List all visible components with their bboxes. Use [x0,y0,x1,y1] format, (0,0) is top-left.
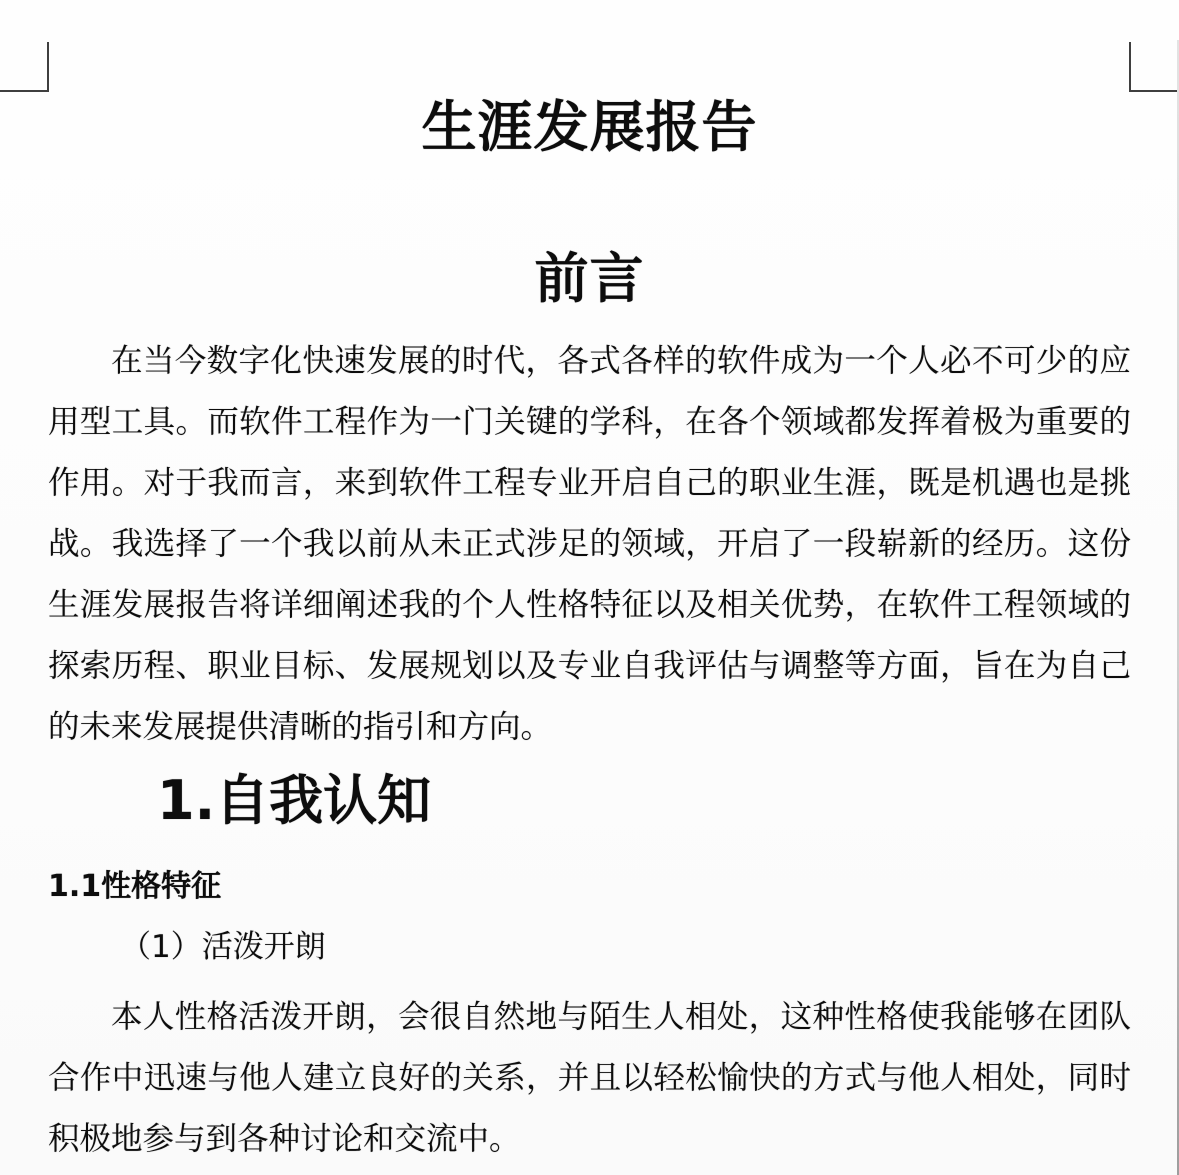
subsection-1-1-heading: 1.1性格特征 [48,869,222,904]
section-1-heading: 1.自我认知 [157,769,432,832]
paragraph-line: 用型工具。而软件工程作为一门关键的学科，在各个领域都发挥着极为重要的 [48,404,1131,440]
paragraph-line: 战。我选择了一个我以前从未正式涉足的领域，开启了一段崭新的经历。这份 [48,526,1131,562]
paragraph-line: 在当今数字化快速发展的时代，各式各样的软件成为一个人必不可少的应 [111,343,1131,379]
document-title: 生涯发展报告 [421,95,758,159]
text-boundary-mark-top-left-horizontal [0,90,49,92]
preface-heading: 前言 [534,247,645,310]
paragraph-line: 生涯发展报告将详细阐述我的个人性格特征以及相关优势，在软件工程领域的 [48,587,1131,623]
text-boundary-mark-top-right-horizontal [1129,90,1179,92]
paragraph-line: 作用。对于我而言，来到软件工程专业开启自己的职业生涯，既是机遇也是挑 [48,465,1131,501]
paragraph-line: 本人性格活泼开朗，会很自然地与陌生人相处，这种性格使我能够在团队 [111,999,1131,1035]
paragraph-line: 探索历程、职业目标、发展规划以及专业自我评估与调整等方面，旨在为自己 [48,648,1131,684]
paragraph-line: 的未来发展提供清晰的指引和方向。 [48,709,553,745]
paragraph-line: 合作中迅速与他人建立良好的关系，并且以轻松愉快的方式与他人相处，同时 [48,1060,1131,1096]
personality-paragraph [48,987,1131,1170]
text-area [48,0,1131,1170]
numbered-item-1: （1）活泼开朗 [120,929,326,965]
paragraph-line: 积极地参与到各种讨论和交流中。 [48,1121,521,1157]
preface-paragraph [48,331,1131,758]
